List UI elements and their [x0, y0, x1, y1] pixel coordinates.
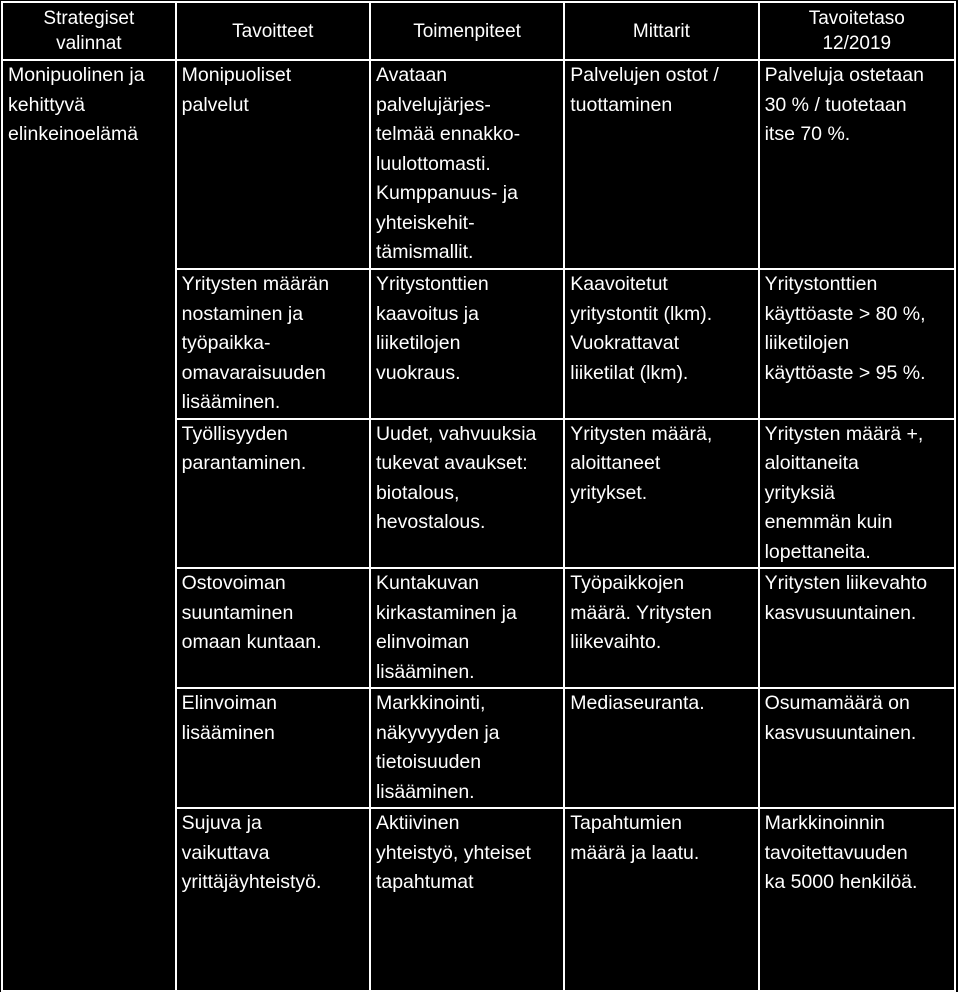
table-row [2, 60, 955, 269]
action-cell: Yritystonttien kaavoitus ja liiketilojen vuokraus. [370, 269, 564, 419]
header-strategy: Strategiset valinnat [2, 2, 176, 60]
header-target-level: Tavoitetaso 12/2019 [759, 2, 955, 60]
goal-cell: Ostovoiman suuntaminen omaan kuntaan. [176, 568, 370, 688]
target-cell: Yritysten määrä +, aloittaneita yrityksiä enemmän kuin lopettaneita. [759, 419, 955, 569]
metric-cell: Työpaikkojen määrä. Yritysten liikevaihto. [564, 568, 758, 688]
goal-cell: Elinvoiman lisääminen [176, 688, 370, 808]
metric-cell: Yritysten määrä, aloittaneet yritykset. [564, 419, 758, 569]
header-goals: Tavoitteet [176, 2, 370, 60]
action-cell: Aktiivinen yhteistyö, yhteiset tapahtumat [370, 808, 564, 991]
header-metrics: Mittarit [564, 2, 758, 60]
goal-cell: Monipuoliset palvelut [176, 60, 370, 269]
action-cell: Kuntakuvan kirkastaminen ja elinvoiman lisääminen. [370, 568, 564, 688]
strategy-table [1, 1, 956, 992]
target-cell: Markkinoinnin tavoitettavuuden ka 5000 henkilöä. [759, 808, 955, 991]
metric-cell: Mediaseuranta. [564, 688, 758, 808]
header-actions: Toimenpiteet [370, 2, 564, 60]
metric-cell: Kaavoitetut yritystontit (lkm). Vuokrattavat liiketilat (lkm). [564, 269, 758, 419]
action-cell: Uudet, vahvuuksia tukevat avaukset: biotalous, hevostalous. [370, 419, 564, 569]
goal-cell: Työllisyyden parantaminen. [176, 419, 370, 569]
goal-cell: Sujuva ja vaikuttava yrittäjäyhteistyö. [176, 808, 370, 991]
goal-cell: Yritysten määrän nostaminen ja työpaikka- omavaraisuuden lisääminen. [176, 269, 370, 419]
target-cell: Osumamäärä on kasvusuuntainen. [759, 688, 955, 808]
target-cell: Yritysten liikevahto kasvusuuntainen. [759, 568, 955, 688]
action-cell: Markkinointi, näkyvyyden ja tietoisuuden lisääminen. [370, 688, 564, 808]
action-cell: Avataan palvelujärjes- telmää ennakko- luulottomasti. Kumppanuus- ja yhteiskehit- tämismallit. [370, 60, 564, 269]
metric-cell: Palvelujen ostot / tuottaminen [564, 60, 758, 269]
header-row [2, 2, 955, 60]
target-cell: Yritystonttien käyttöaste > 80 %, liiketilojen käyttöaste > 95 %. [759, 269, 955, 419]
target-cell: Palveluja ostetaan 30 % / tuotetaan itse 70 %. [759, 60, 955, 269]
metric-cell: Tapahtumien määrä ja laatu. [564, 808, 758, 991]
strategy-cell: Monipuolinen ja kehittyvä elinkeinoelämä [2, 60, 176, 991]
